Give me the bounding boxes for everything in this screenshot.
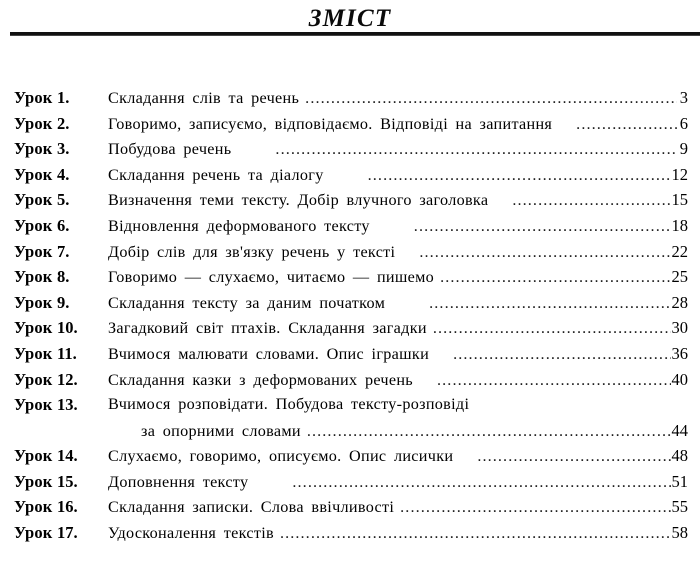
toc-entry-line xyxy=(0,494,700,520)
toc-entry-row[interactable] xyxy=(0,162,700,188)
table-of-contents-list xyxy=(0,85,700,546)
lesson-number: 14. xyxy=(57,446,78,466)
toc-entry-row[interactable] xyxy=(0,290,700,316)
toc-entry-body xyxy=(108,239,688,265)
page-number: 22 xyxy=(671,241,688,261)
page-number: 28 xyxy=(671,292,688,312)
lesson-title: Відновлення деформованого тексту xyxy=(108,216,370,235)
toc-entry-line xyxy=(0,111,700,137)
dot-leader xyxy=(275,137,677,162)
toc-entry-line xyxy=(0,392,700,418)
toc-entry-row[interactable] xyxy=(0,494,700,520)
page-number: 36 xyxy=(671,343,688,363)
toc-entry-body xyxy=(108,341,688,367)
page-number: 3 xyxy=(679,88,688,107)
lesson-number: 3. xyxy=(57,139,70,159)
lesson-title: Загадковий світ птахів. Складання загадки xyxy=(108,319,427,338)
lesson-number: 16. xyxy=(57,497,78,517)
lesson-label: Урок xyxy=(14,395,53,415)
dot-leader xyxy=(400,495,670,520)
lesson-title: Говоримо, записуємо, відповідаємо. Відповіді на запитання xyxy=(108,114,553,133)
page-number: 12 xyxy=(671,164,688,184)
toc-entry-body xyxy=(108,520,688,546)
dot-leader xyxy=(453,342,670,367)
dot-leader xyxy=(292,470,670,495)
lesson-number: 5. xyxy=(57,190,70,210)
lesson-title-continued: за опорними словами xyxy=(141,421,301,440)
title-divider-rule xyxy=(10,32,700,36)
dot-leader xyxy=(305,86,677,111)
lesson-label: Урок xyxy=(14,318,53,338)
page-number: 25 xyxy=(671,267,688,287)
page-number: 15 xyxy=(671,190,688,210)
page-number: 40 xyxy=(671,369,688,389)
toc-entry-row[interactable] xyxy=(0,136,700,162)
lesson-title: Складання слів та речень xyxy=(108,89,300,107)
lesson-number: 13. xyxy=(57,395,78,415)
lesson-title: Складання речень та діалогу xyxy=(108,165,324,184)
toc-entry-row[interactable] xyxy=(0,392,700,443)
lesson-title: Вчимося малювати словами. Опис іграшки xyxy=(108,344,430,363)
dot-leader xyxy=(414,214,671,239)
toc-entry-body xyxy=(108,136,688,162)
page-number: 55 xyxy=(671,497,688,517)
toc-entry-body xyxy=(108,162,688,188)
lesson-title: Визначення теми тексту. Добір влучного заголовка xyxy=(108,191,489,210)
page-number: 48 xyxy=(671,446,688,466)
lesson-title: Добір слів для зв'язку речень у тексті xyxy=(108,242,396,261)
lesson-label: Урок xyxy=(14,292,53,312)
lesson-number: 12. xyxy=(57,369,78,389)
toc-entry-body xyxy=(108,315,688,341)
toc-entry-line xyxy=(0,162,700,188)
toc-entry-body xyxy=(108,443,688,469)
toc-entry-row[interactable] xyxy=(0,187,700,213)
lesson-title: Слухаємо, говоримо, описуємо. Опис лисички xyxy=(108,447,454,466)
toc-entry-line xyxy=(0,85,700,111)
lesson-label: Урок xyxy=(14,113,53,133)
dot-leader xyxy=(437,368,671,393)
dot-leader xyxy=(477,444,670,469)
page-number: 18 xyxy=(671,215,688,235)
page-number: 51 xyxy=(671,471,688,491)
lesson-title: Удосконалення текстів xyxy=(108,523,274,542)
page-number: 9 xyxy=(679,139,688,159)
toc-entry-row[interactable] xyxy=(0,443,700,469)
toc-entry-body xyxy=(108,290,688,316)
toc-entry-row[interactable] xyxy=(0,213,700,239)
toc-entry-row[interactable] xyxy=(0,520,700,546)
toc-entry-row[interactable] xyxy=(0,341,700,367)
toc-entry-row[interactable] xyxy=(0,239,700,265)
toc-entry-line xyxy=(0,367,700,393)
toc-entry-body xyxy=(108,264,688,290)
toc-entry-continuation-line xyxy=(0,418,700,443)
toc-entry-row[interactable] xyxy=(0,315,700,341)
toc-entry-line xyxy=(0,213,700,239)
lesson-number: 4. xyxy=(57,164,70,184)
toc-entry-body xyxy=(108,187,688,213)
dot-leader xyxy=(512,188,670,213)
lesson-label: Урок xyxy=(14,241,53,261)
lesson-number: 7. xyxy=(57,241,70,261)
lesson-number: 9. xyxy=(57,292,70,312)
toc-entry-line xyxy=(0,136,700,162)
lesson-number: 10. xyxy=(57,318,78,338)
toc-entry-line xyxy=(0,315,700,341)
toc-entry-body xyxy=(108,367,688,393)
page-number: 6 xyxy=(679,113,688,133)
dot-leader xyxy=(280,521,671,546)
dot-leader xyxy=(433,316,671,341)
lesson-label: Урок xyxy=(14,369,53,389)
lesson-title: Доповнення тексту xyxy=(108,472,249,491)
lesson-title: Складання записки. Слова ввічливості xyxy=(108,498,395,517)
page-number: 44 xyxy=(671,420,688,440)
toc-entry-line xyxy=(0,469,700,495)
lesson-title: Побудова речень xyxy=(108,140,232,159)
lesson-label: Урок xyxy=(14,139,53,159)
dot-leader xyxy=(368,163,671,188)
toc-entry-body xyxy=(108,469,688,495)
dot-leader xyxy=(419,240,670,265)
toc-entry-body xyxy=(108,85,688,111)
lesson-number: 2. xyxy=(57,113,70,133)
lesson-label: Урок xyxy=(14,446,53,466)
lesson-label: Урок xyxy=(14,497,53,517)
lesson-label: Урок xyxy=(14,164,53,184)
lesson-label: Урок xyxy=(14,215,53,235)
lesson-title: Складання тексту за даним початком xyxy=(108,293,386,312)
toc-entry-line xyxy=(0,264,700,290)
lesson-label: Урок xyxy=(14,522,53,542)
toc-entry-row[interactable] xyxy=(0,367,700,393)
lesson-title: Говоримо — слухаємо, читаємо — пишемо xyxy=(108,268,435,287)
toc-entry-line xyxy=(0,239,700,265)
lesson-label: Урок xyxy=(14,471,53,491)
toc-entry-row[interactable] xyxy=(0,85,700,111)
dot-leader xyxy=(429,291,670,316)
page-title: ЗМІСТ xyxy=(308,5,392,32)
lesson-label: Урок xyxy=(14,267,53,287)
dot-leader xyxy=(440,265,670,290)
lesson-number: 15. xyxy=(57,471,78,491)
toc-entry-body xyxy=(108,111,688,137)
toc-entry-body-continued xyxy=(141,418,688,444)
lesson-title: Складання казки з деформованих речень xyxy=(108,370,413,389)
page-header xyxy=(0,0,700,35)
toc-entry-line xyxy=(0,520,700,546)
toc-entry-line xyxy=(0,290,700,316)
page-number: 58 xyxy=(671,522,688,542)
toc-entry-line xyxy=(0,187,700,213)
lesson-title: Вчимося розповідати. Побудова тексту-розповіді xyxy=(108,395,470,414)
lesson-label: Урок xyxy=(14,190,53,210)
toc-entry-row[interactable] xyxy=(0,264,700,290)
toc-entry-body xyxy=(108,392,688,418)
lesson-number: 8. xyxy=(57,267,70,287)
lesson-number: 1. xyxy=(57,88,70,107)
lesson-label: Урок xyxy=(14,88,53,107)
toc-entry-line xyxy=(0,443,700,469)
lesson-number: 6. xyxy=(57,215,70,235)
dot-leader xyxy=(576,112,677,137)
toc-entry-row[interactable] xyxy=(0,469,700,495)
lesson-number: 17. xyxy=(57,522,78,542)
toc-entry-body xyxy=(108,494,688,520)
lesson-number: 11. xyxy=(57,343,77,363)
lesson-label: Урок xyxy=(14,343,53,363)
toc-entry-row[interactable] xyxy=(0,111,700,137)
dot-leader xyxy=(307,419,671,444)
toc-entry-line xyxy=(0,341,700,367)
page-number: 30 xyxy=(671,318,688,338)
toc-entry-body xyxy=(108,213,688,239)
